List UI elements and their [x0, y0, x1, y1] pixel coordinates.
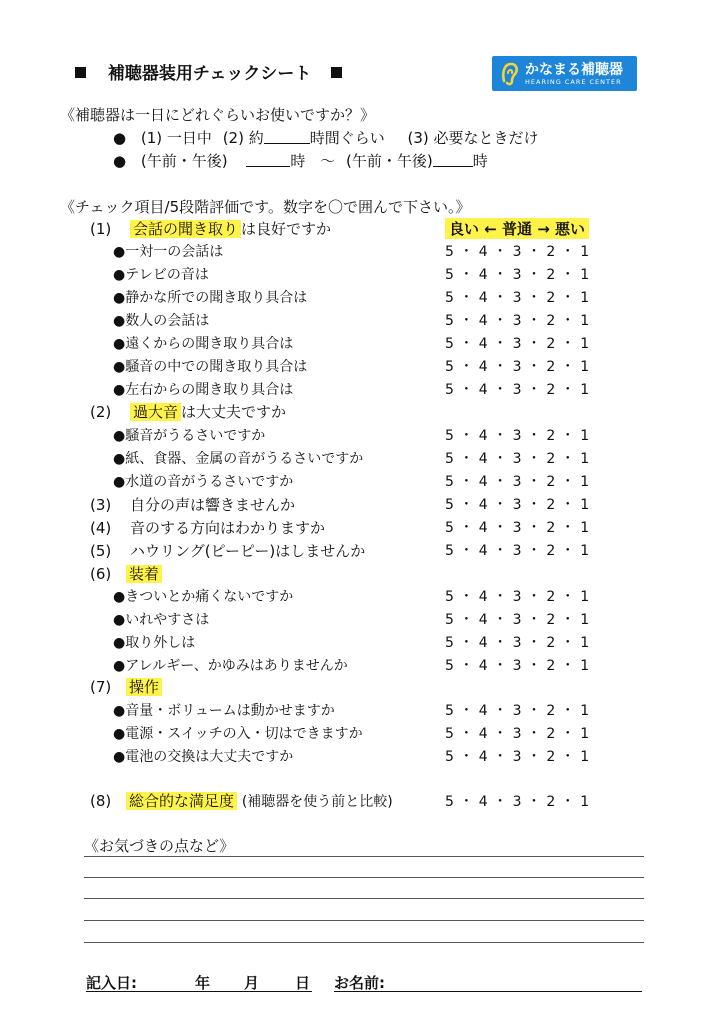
name-field[interactable]: [334, 990, 642, 992]
rating-options[interactable]: 5 ・ 4 ・ 3 ・ 2 ・ 1: [445, 703, 590, 719]
section-4: [90, 517, 325, 538]
rating-options[interactable]: 5 ・ 4 ・ 3 ・ 2 ・ 1: [445, 267, 590, 283]
section-text: (補聴器を使う前と比較): [241, 794, 393, 810]
check-item: ●左右からの聞き取り具合は: [113, 382, 294, 398]
usage-line-1: [113, 127, 539, 148]
logo-name: かなまる補聴器: [525, 62, 623, 78]
notes-line[interactable]: [84, 920, 644, 921]
section-text: 自分の声は響きませんか: [130, 496, 296, 514]
check-item: ●一対一の会話は: [113, 244, 224, 260]
rating-options[interactable]: 5 ・ 4 ・ 3 ・ 2 ・ 1: [445, 497, 590, 513]
check-item: ●いれやすさは: [113, 612, 210, 628]
section-3: [90, 494, 295, 515]
check-item: ●騒音の中での聞き取り具合は: [113, 359, 308, 375]
end-hour-blank[interactable]: [433, 154, 473, 167]
rating-options[interactable]: 5 ・ 4 ・ 3 ・ 2 ・ 1: [445, 451, 590, 467]
rating-options[interactable]: 5 ・ 4 ・ 3 ・ 2 ・ 1: [445, 749, 590, 765]
company-logo: [492, 56, 637, 91]
ampm-start: (午前・午後): [140, 152, 228, 170]
page-title: [75, 59, 342, 84]
rating-options[interactable]: 5 ・ 4 ・ 3 ・ 2 ・ 1: [445, 612, 590, 628]
rating-options[interactable]: 5 ・ 4 ・ 3 ・ 2 ・ 1: [445, 244, 590, 260]
rating-options[interactable]: 5 ・ 4 ・ 3 ・ 2 ・ 1: [445, 382, 590, 398]
usage-question: 《補聴器は一日にどれぐらいお使いですか？》: [60, 106, 376, 124]
end-hour-label: 時: [472, 152, 488, 170]
section-5: [90, 540, 365, 561]
date-label: 記入日:: [86, 974, 137, 992]
section-highlight: 総合的な満足度: [126, 792, 237, 810]
section-number: (8): [90, 792, 112, 810]
option-all-day: (1) 一日中: [140, 129, 212, 147]
ampm-end: (午前・午後): [345, 152, 433, 170]
start-hour-blank[interactable]: [246, 154, 290, 167]
notes-line[interactable]: [84, 898, 644, 899]
month-label: 月: [244, 974, 260, 992]
section-number: (5): [90, 542, 112, 560]
section-number: (2): [90, 403, 112, 421]
check-item: ●水道の音がうるさいですか: [113, 474, 294, 490]
rating-options[interactable]: 5 ・ 4 ・ 3 ・ 2 ・ 1: [445, 543, 590, 559]
section-2: [90, 401, 286, 422]
section-highlight: 装着: [126, 565, 162, 583]
rating-options[interactable]: 5 ・ 4 ・ 3 ・ 2 ・ 1: [445, 428, 590, 444]
section-7: [90, 676, 162, 697]
rating-scale-header: 良い ← 普通 → 悪い: [445, 218, 589, 239]
section-text: 音のする方向はわかりますか: [130, 519, 326, 537]
section-highlight: 会話の聞き取り: [130, 220, 241, 238]
check-item: ●テレビの音は: [113, 267, 209, 283]
title-text: 補聴器装用チェックシート: [107, 64, 312, 84]
bullet-icon: ●: [113, 152, 127, 170]
hours-blank[interactable]: [264, 131, 310, 144]
check-item: ●音量・ボリュームは動かせますか: [113, 703, 335, 719]
rating-options[interactable]: 5 ・ 4 ・ 3 ・ 2 ・ 1: [445, 589, 590, 605]
rating-options[interactable]: 5 ・ 4 ・ 3 ・ 2 ・ 1: [445, 635, 590, 651]
check-item: ●取り外しは: [113, 635, 196, 651]
rating-options[interactable]: 5 ・ 4 ・ 3 ・ 2 ・ 1: [445, 359, 590, 375]
notes-heading: 《お気づきの点など》: [84, 837, 235, 855]
check-item: ●アレルギー、かゆみはありませんか: [113, 658, 348, 674]
logo-subtitle: HEARING CARE CENTER: [525, 78, 622, 86]
bullet-icon: ●: [113, 129, 127, 147]
section-8: [90, 790, 393, 811]
section-number: (1): [90, 220, 112, 238]
year-label: 年: [195, 974, 211, 992]
check-item: ●電池の交換は大丈夫ですか: [113, 749, 294, 765]
check-item: ●遠くからの聞き取り具合は: [113, 336, 294, 352]
rating-options[interactable]: 5 ・ 4 ・ 3 ・ 2 ・ 1: [445, 520, 590, 536]
section-number: (3): [90, 496, 112, 514]
rating-options[interactable]: 5 ・ 4 ・ 3 ・ 2 ・ 1: [445, 290, 590, 306]
check-heading: 《チェック項目/5段階評価です。数字を〇で囲んで下さい。》: [60, 198, 471, 216]
notes-line[interactable]: [84, 942, 644, 943]
day-label: 日: [295, 974, 311, 992]
rating-options[interactable]: 5 ・ 4 ・ 3 ・ 2 ・ 1: [445, 474, 590, 490]
section-text: ハウリング(ピーピー)はしませんか: [130, 542, 366, 560]
check-item: ●騒音がうるさいですか: [113, 428, 266, 444]
section-number: (7): [90, 678, 112, 696]
option-when-needed: (3) 必要なときだけ: [407, 129, 539, 147]
option-hours-suffix: 時間ぐらい: [309, 129, 385, 147]
notes-line[interactable]: [84, 877, 644, 878]
rating-options[interactable]: 5 ・ 4 ・ 3 ・ 2 ・ 1: [445, 726, 590, 742]
rating-options[interactable]: 5 ・ 4 ・ 3 ・ 2 ・ 1: [445, 313, 590, 329]
check-item: ●きついとか痛くないですか: [113, 589, 294, 605]
section-text: は良好ですか: [241, 220, 332, 238]
section-highlight: 操作: [126, 678, 162, 696]
section-text: は大丈夫ですか: [181, 403, 287, 421]
section-6: [90, 563, 162, 584]
option-hours-prefix: (2) 約: [222, 129, 264, 147]
notes-line[interactable]: [84, 856, 644, 857]
name-label: お名前:: [334, 974, 385, 992]
section-number: (6): [90, 565, 112, 583]
check-item: ●紙、食器、金属の音がうるさいですか: [113, 451, 364, 467]
ear-icon: [498, 61, 520, 87]
square-bullet-icon: [75, 67, 86, 78]
rating-options[interactable]: 5 ・ 4 ・ 3 ・ 2 ・ 1: [445, 794, 590, 810]
start-hour-label: 時: [290, 152, 306, 170]
section-1: [90, 218, 331, 239]
range-tilde: ～: [320, 152, 336, 170]
date-field[interactable]: [86, 990, 312, 992]
check-item: ●静かな所での聞き取り具合は: [113, 290, 308, 306]
section-number: (4): [90, 519, 112, 537]
section-highlight: 過大音: [130, 403, 181, 421]
rating-options[interactable]: 5 ・ 4 ・ 3 ・ 2 ・ 1: [445, 658, 590, 674]
usage-line-2: [113, 150, 488, 171]
check-item: ●数人の会話は: [113, 313, 210, 329]
square-bullet-icon: [331, 67, 342, 78]
rating-options[interactable]: 5 ・ 4 ・ 3 ・ 2 ・ 1: [445, 336, 590, 352]
check-item: ●電源・スイッチの入・切はできますか: [113, 726, 363, 742]
